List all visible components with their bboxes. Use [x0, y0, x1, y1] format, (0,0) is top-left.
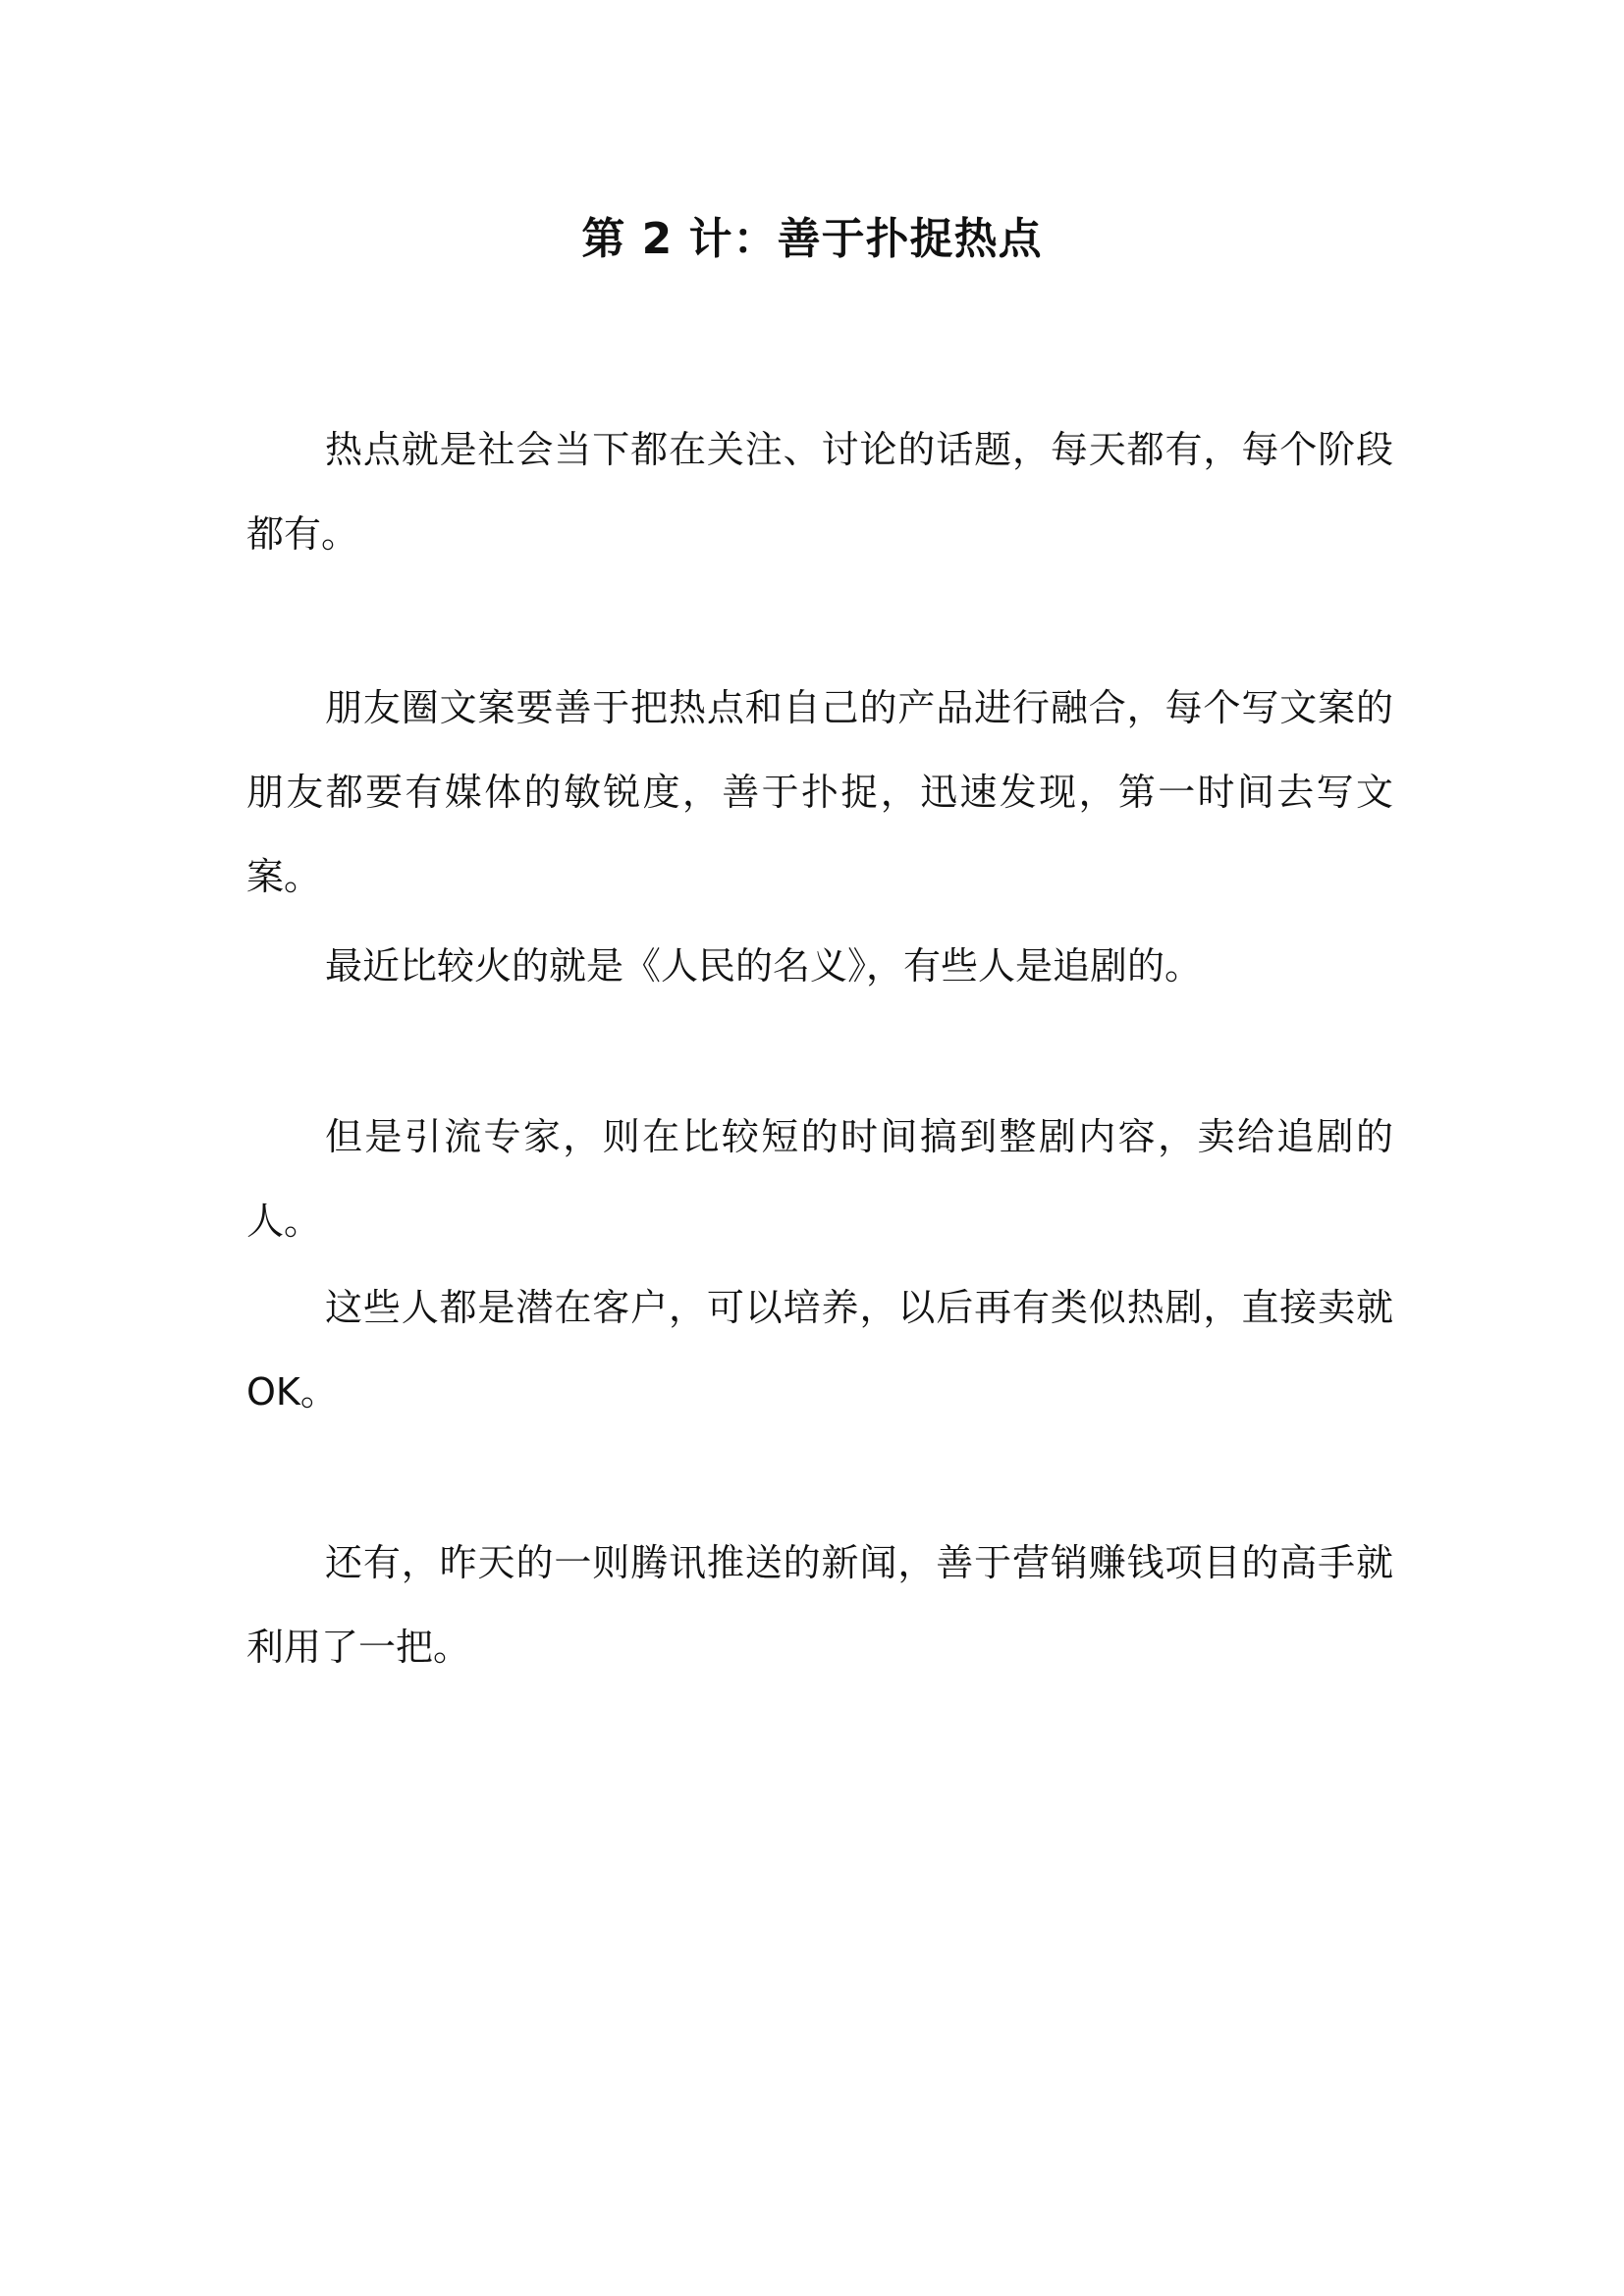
paragraph-1: 热点就是社会当下都在关注、讨论的话题，每天都有，每个阶段都有。	[246, 428, 1393, 556]
paragraph-4: 但是引流专家，则在比较短的时间搞到整剧内容，卖给追剧的人。	[246, 1115, 1393, 1243]
paragraph-6: 还有，昨天的一则腾讯推送的新闻，善于营销赚钱项目的高手就利用了一把。	[246, 1541, 1393, 1669]
paragraph-2: 朋友圈文案要善于把热点和自己的产品进行融合，每个写文案的朋友都要有媒体的敏锐度，善于扑捉，迅速发现，第一时间去写文案。	[246, 686, 1393, 898]
page-title: 第 2 计：善于扑捉热点	[581, 214, 1043, 264]
paragraph-3: 最近比较火的就是《人民的名义》，有些人是追剧的。	[325, 944, 1203, 988]
paragraph-5: 这些人都是潜在客户，可以培养，以后再有类似热剧，直接卖就OK。	[246, 1286, 1393, 1414]
